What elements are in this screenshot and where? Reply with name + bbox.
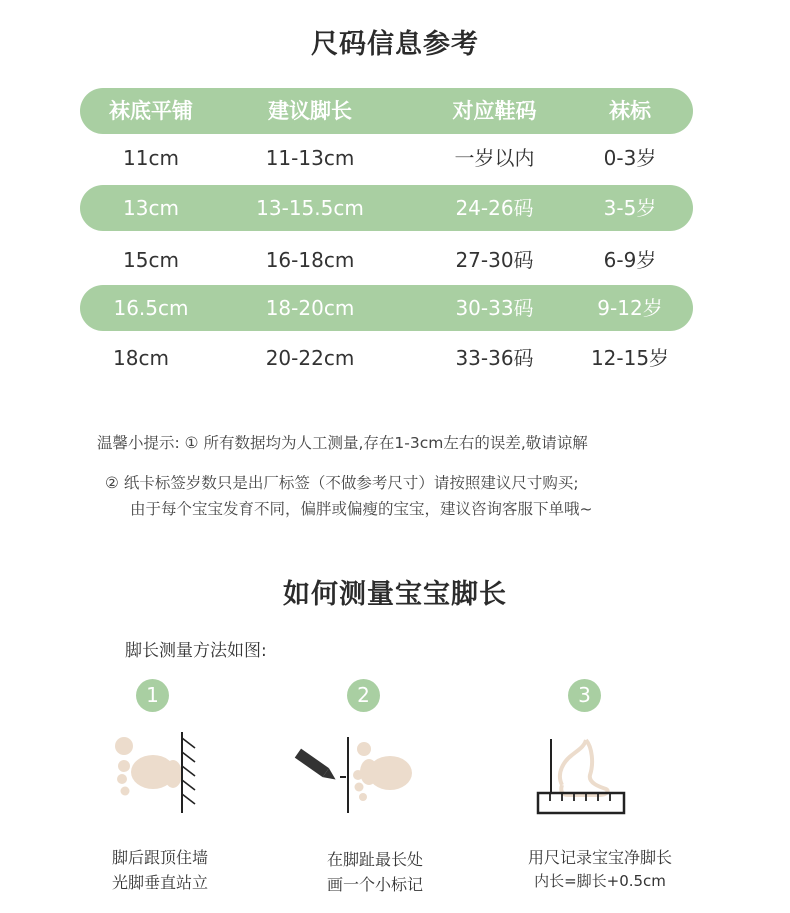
table-cell: 9-12岁 [597,296,663,320]
table-header-row [80,88,693,134]
table-cell: 30-33码 [455,296,534,320]
step-3-caption-line-1: 用尺记录宝宝净脚长 [527,848,672,867]
table-cell: 一岁以内 [454,146,535,170]
measure-title: 如何测量宝宝脚长 [283,579,507,610]
method-label: 脚长测量方法如图: [125,641,267,661]
foot-against-wall-icon [105,730,205,815]
header-cell: 袜底平铺 [109,99,193,123]
table-cell: 27-30码 [455,248,534,272]
step-3-number: 3 [568,679,601,712]
table-cell: 6-9岁 [603,248,657,272]
table-cell: 12-15岁 [590,346,670,370]
step-1-number: 1 [136,679,169,712]
table-cell: 16.5cm [113,296,189,320]
table-row [80,285,693,331]
table-cell: 0-3岁 [603,146,657,170]
table-cell: 16-18cm [265,248,355,272]
step-1-caption-line-2: 光脚垂直站立 [111,873,208,892]
pen-mark-icon [292,735,422,815]
header-cell: 对应鞋码 [452,99,537,123]
header-cell: 袜标 [609,99,651,123]
table-cell: 13cm [123,196,179,220]
table-cell: 20-22cm [265,346,355,370]
ruler-icon [532,735,632,817]
tip-line-2: ② 纸卡标签岁数只是出厂标签（不做参考尺寸）请按照建议尺寸购买; [105,474,579,492]
step-2-caption-line-2: 画一个小标记 [326,875,423,894]
tip-line-3: 由于每个宝宝发育不同，偏胖或偏瘦的宝宝，建议咨询客服下单哦~ [130,500,593,518]
table-row [80,135,693,181]
step-3-caption-line-2: 内长=脚长+0.5cm [534,872,666,890]
size-info-title: 尺码信息参考 [311,29,479,60]
table-cell: 18-20cm [265,296,355,320]
table-row [80,185,693,231]
step-1-caption-line-1: 脚后跟顶住墙 [111,848,208,867]
table-cell: 18cm [113,346,169,370]
tip-line-1: 温馨小提示: ① 所有数据均为人工测量,存在1-3cm左右的误差,敬请谅解 [97,434,588,452]
table-cell: 3-5岁 [603,196,657,220]
table-cell: 33-36码 [455,346,534,370]
table-cell: 24-26码 [455,196,534,220]
step-2-caption-line-1: 在脚趾最长处 [326,850,423,869]
table-cell: 11-13cm [265,146,355,170]
header-cell: 建议脚长 [268,99,352,123]
table-cell: 13-15.5cm [256,196,364,220]
table-row [80,335,693,381]
table-row [80,237,693,283]
table-cell: 11cm [123,146,179,170]
table-cell: 15cm [123,248,179,272]
step-2-number: 2 [347,679,380,712]
